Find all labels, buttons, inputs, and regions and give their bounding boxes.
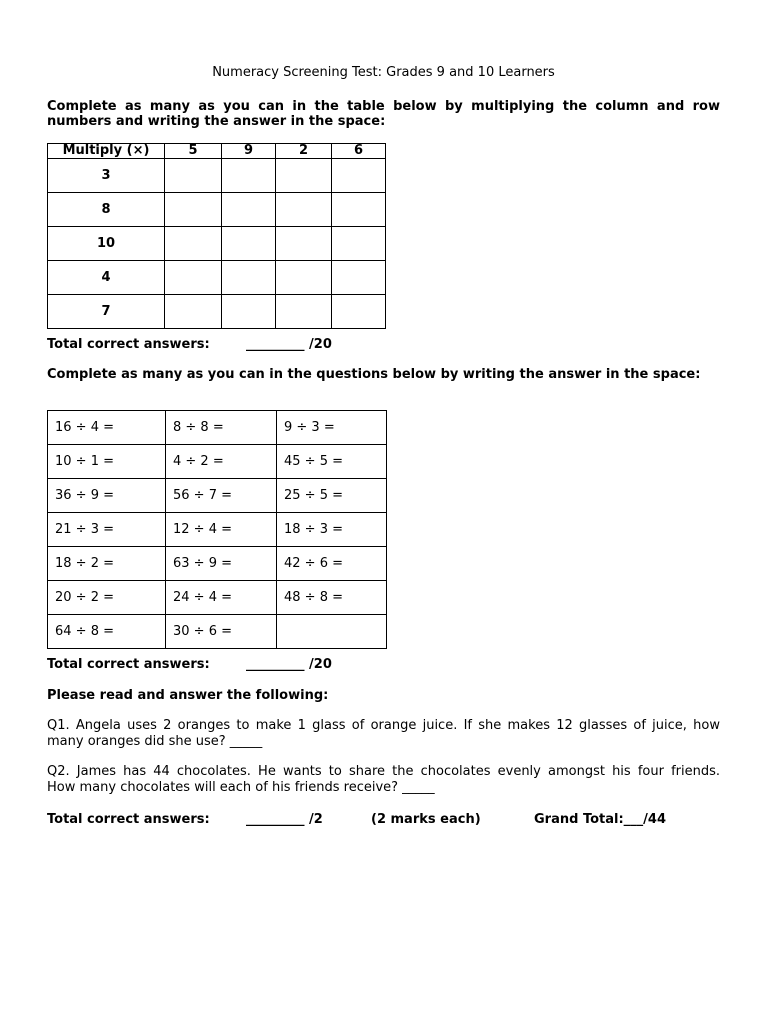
row-number: 10	[48, 227, 165, 261]
grand-total[interactable]: Grand Total:___/44	[534, 812, 666, 827]
answer-cell[interactable]	[332, 193, 386, 227]
division-question[interactable]: 64 ÷ 8 =	[48, 615, 166, 649]
division-question[interactable]: 16 ÷ 4 =	[48, 411, 166, 445]
row-number: 3	[48, 159, 165, 193]
answer-cell[interactable]	[332, 295, 386, 329]
word-problems-total	[47, 812, 720, 828]
empty-cell	[277, 615, 387, 649]
division-question[interactable]: 48 ÷ 8 =	[277, 581, 387, 615]
division-instruction: Complete as many as you can in the questions below by writing the answer in the space:	[47, 367, 701, 382]
question-2-line-2[interactable]: How many chocolates will each of his friends receive? _____	[47, 780, 435, 795]
division-question[interactable]: 10 ÷ 1 =	[48, 445, 166, 479]
answer-cell[interactable]	[332, 159, 386, 193]
column-number: 2	[276, 144, 332, 159]
division-question[interactable]: 56 ÷ 7 =	[166, 479, 277, 513]
table-row	[48, 479, 387, 513]
table-row	[48, 445, 387, 479]
answer-cell[interactable]	[276, 295, 332, 329]
table-row	[48, 159, 386, 193]
table-row	[48, 513, 387, 547]
table-row	[48, 581, 387, 615]
multiplication-total	[47, 337, 720, 353]
marks-note: (2 marks each)	[371, 812, 481, 827]
multiplication-table	[47, 143, 386, 329]
table-row	[48, 547, 387, 581]
answer-cell[interactable]	[222, 295, 276, 329]
table-row	[48, 615, 387, 649]
table-row	[48, 261, 386, 295]
answer-cell[interactable]	[276, 159, 332, 193]
total-label: Total correct answers:	[47, 657, 210, 672]
table-row	[48, 411, 387, 445]
division-question[interactable]: 45 ÷ 5 =	[277, 445, 387, 479]
table-row	[48, 295, 386, 329]
question-1-line-2[interactable]: many oranges did she use? _____	[47, 734, 263, 749]
word-problems-heading: Please read and answer the following:	[47, 688, 329, 703]
division-total	[47, 657, 720, 673]
answer-cell[interactable]	[165, 295, 222, 329]
answer-cell[interactable]	[165, 227, 222, 261]
table-row	[48, 227, 386, 261]
column-number: 5	[165, 144, 222, 159]
answer-cell[interactable]	[332, 227, 386, 261]
answer-cell[interactable]	[165, 193, 222, 227]
answer-cell[interactable]	[222, 193, 276, 227]
answer-cell[interactable]	[276, 227, 332, 261]
total-label: Total correct answers:	[47, 337, 210, 352]
page-title: Numeracy Screening Test: Grades 9 and 10 Learners	[212, 65, 555, 80]
total-score-blank[interactable]: _________ /2	[246, 812, 323, 827]
total-score-blank[interactable]: _________ /20	[246, 337, 332, 352]
division-question[interactable]: 20 ÷ 2 =	[48, 581, 166, 615]
row-number: 4	[48, 261, 165, 295]
division-question[interactable]: 63 ÷ 9 =	[166, 547, 277, 581]
total-label: Total correct answers:	[47, 812, 210, 827]
division-question[interactable]: 30 ÷ 6 =	[166, 615, 277, 649]
division-question[interactable]: 42 ÷ 6 =	[277, 547, 387, 581]
total-score-blank[interactable]: _________ /20	[246, 657, 332, 672]
division-question[interactable]: 4 ÷ 2 =	[166, 445, 277, 479]
multiply-header-label: Multiply (×)	[48, 144, 165, 159]
row-number: 8	[48, 193, 165, 227]
row-number: 7	[48, 295, 165, 329]
division-table	[47, 410, 387, 649]
question-1-line-1: Q1. Angela uses 2 oranges to make 1 glass of orange juice. If she makes 12 glasses of juice, how	[47, 718, 720, 733]
answer-cell[interactable]	[165, 261, 222, 295]
column-number: 9	[222, 144, 276, 159]
multiplication-instruction: Complete as many as you can in the table below by multiplying the column and row numbers and writing the answer in the space:	[47, 99, 720, 129]
answer-cell[interactable]	[222, 159, 276, 193]
division-question[interactable]: 24 ÷ 4 =	[166, 581, 277, 615]
division-question[interactable]: 12 ÷ 4 =	[166, 513, 277, 547]
division-question[interactable]: 36 ÷ 9 =	[48, 479, 166, 513]
question-2-line-1: Q2. James has 44 chocolates. He wants to share the chocolates evenly amongst his four friends.	[47, 764, 720, 779]
division-question[interactable]: 18 ÷ 2 =	[48, 547, 166, 581]
division-question[interactable]: 9 ÷ 3 =	[277, 411, 387, 445]
answer-cell[interactable]	[222, 261, 276, 295]
answer-cell[interactable]	[222, 227, 276, 261]
division-question[interactable]: 25 ÷ 5 =	[277, 479, 387, 513]
column-number: 6	[332, 144, 386, 159]
division-question[interactable]: 8 ÷ 8 =	[166, 411, 277, 445]
table-row	[48, 193, 386, 227]
answer-cell[interactable]	[332, 261, 386, 295]
multiplication-header-row	[48, 144, 386, 159]
division-question[interactable]: 21 ÷ 3 =	[48, 513, 166, 547]
answer-cell[interactable]	[165, 159, 222, 193]
answer-cell[interactable]	[276, 261, 332, 295]
division-question[interactable]: 18 ÷ 3 =	[277, 513, 387, 547]
answer-cell[interactable]	[276, 193, 332, 227]
